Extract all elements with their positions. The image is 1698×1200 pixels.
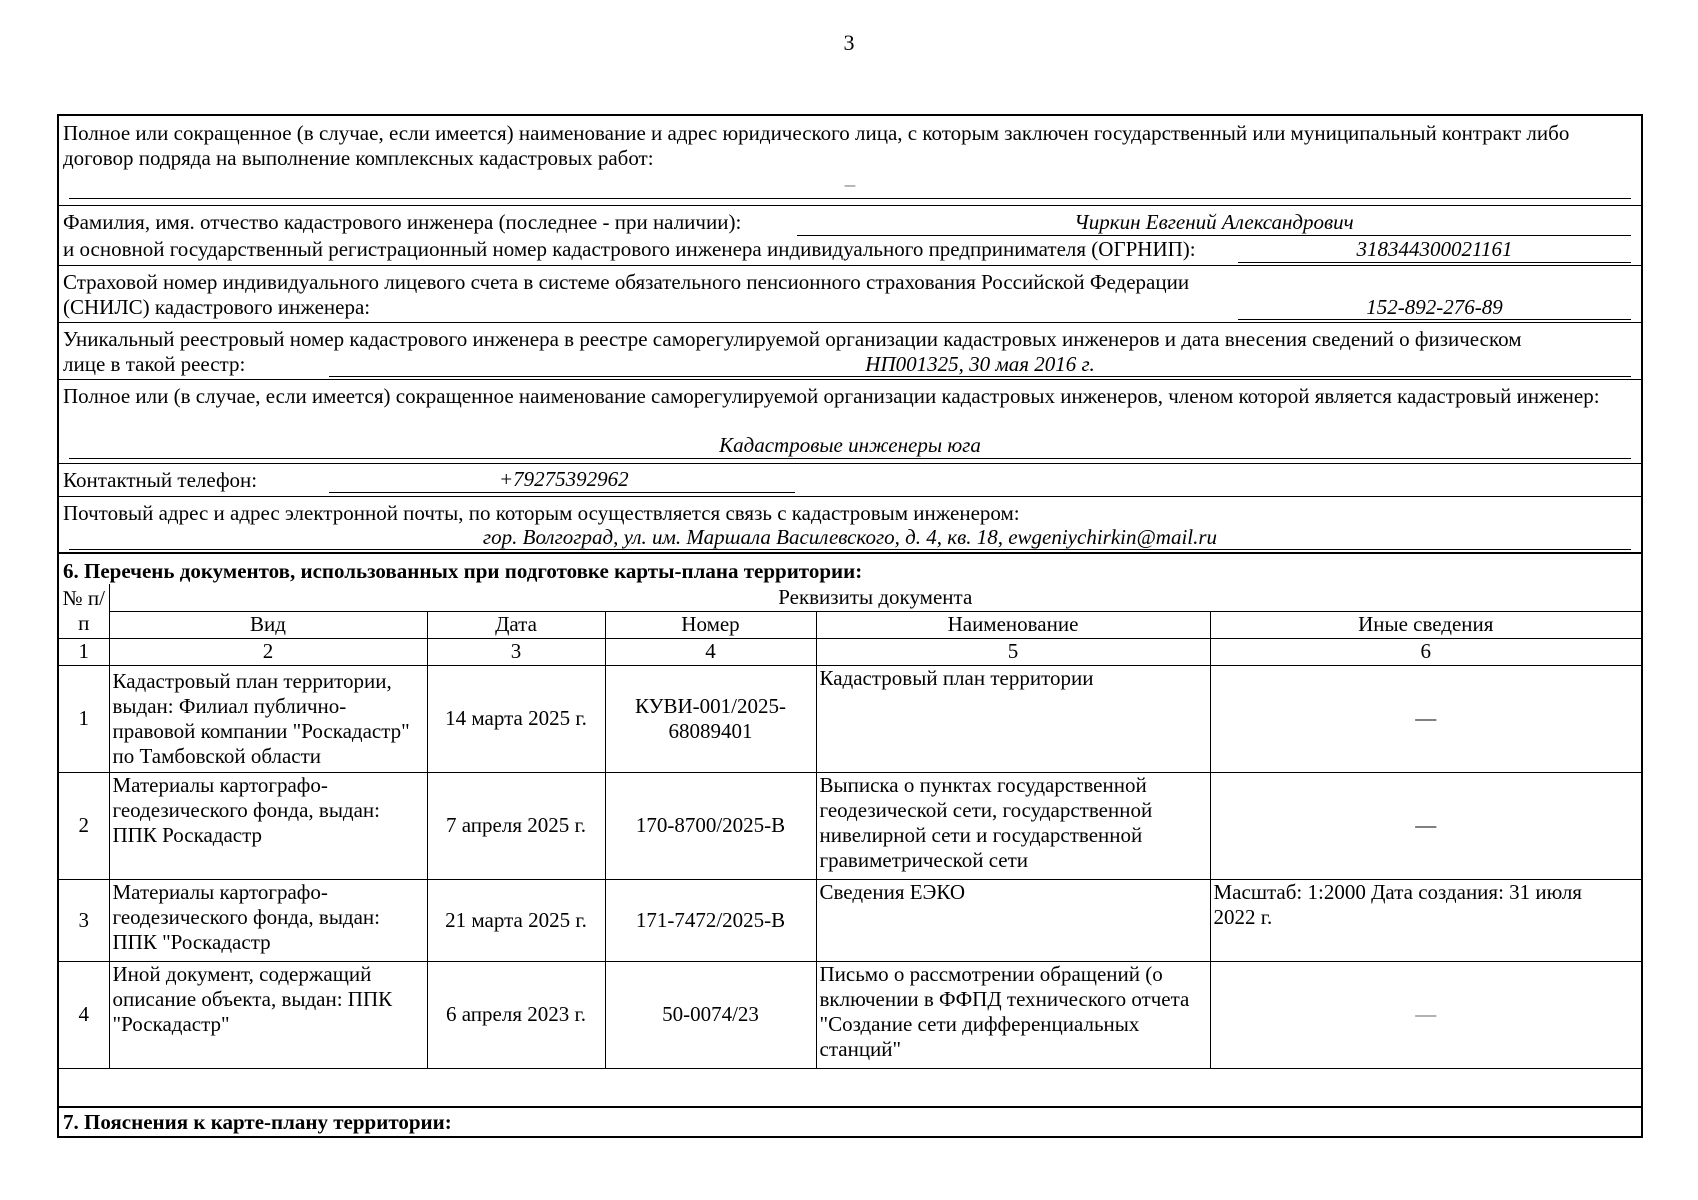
snils-value: 152-892-276-89: [1238, 295, 1631, 320]
table-row: [59, 772, 1641, 879]
page-number: 3: [843, 30, 855, 55]
contractor-section: [59, 116, 1641, 206]
row-name: Кадастровый план территории: [816, 665, 1210, 772]
row-other: —: [1210, 665, 1641, 772]
table-row: [59, 665, 1641, 772]
row-num: 1: [59, 665, 109, 772]
header-number: Номер: [605, 611, 816, 638]
table-row: [59, 879, 1641, 961]
header-name: Наименование: [816, 611, 1210, 638]
header-date: Дата: [427, 611, 605, 638]
row-other: Масштаб: 1:2000 Дата создания: 31 июля 2022 г.: [1210, 879, 1641, 961]
column-number: 2: [109, 638, 427, 665]
header-other: Иные сведения: [1210, 611, 1641, 638]
sro-value: Кадастровые инженеры юга: [69, 433, 1631, 459]
snils-section: [59, 266, 1641, 323]
table-row: [59, 961, 1641, 1068]
column-number-row: [59, 638, 1641, 665]
row-number: КУВИ-001/2025-68089401: [605, 665, 816, 772]
row-name: Выписка о пунктах государственной геодезической сети, государственной нивелирной сети и государственной гравиметрической сети: [816, 772, 1210, 879]
address-label: Почтовый адрес и адрес электронной почты, по которым осуществляется связь с кадастровым инженером:: [63, 501, 1020, 525]
row-num: 3: [59, 879, 109, 961]
registry-label-line1: Уникальный реестровый номер кадастрового инженера в реестре саморегулируемой организации кадастровых инженеров и дата внесения сведений о физическом: [63, 327, 1522, 351]
row-type: Иной документ, содержащий описание объекта, выдан: ППК "Роскадастр": [109, 961, 427, 1068]
row-name: Сведения ЕЭКО: [816, 879, 1210, 961]
table-header-row: [59, 584, 1641, 611]
row-number: 171-7472/2025-В: [605, 879, 816, 961]
section7-title: 7. Пояснения к карте-плану территории:: [63, 1110, 452, 1134]
row-other: —: [1210, 772, 1641, 879]
engineer-ogrnip-label: и основной государственный регистрационный номер кадастрового инженера индивидуального предпринимателя (ОГРНИП):: [63, 237, 1196, 261]
section6-title: 6. Перечень документов, использованных при подготовке карты-плана территории:: [63, 559, 863, 583]
column-number: 3: [427, 638, 605, 665]
table-subheader-row: [59, 611, 1641, 638]
address-value: гор. Волгоград, ул. им. Маршала Василевского, д. 4, кв. 18, ewgeniychirkin@mail.ru: [69, 525, 1631, 550]
row-type: Кадастровый план территории, выдан: Филиал публично-правовой компании "Роскадастр" по Тамбовской области: [109, 665, 427, 772]
header-requisites: Реквизиты документа: [109, 584, 1641, 611]
row-num: 4: [59, 961, 109, 1068]
row-num: 2: [59, 772, 109, 879]
registry-label-line2: лице в такой реестр:: [63, 352, 246, 376]
contractor-label: Полное или сокращенное (в случае, если имеется) наименование и адрес юридического лица, с которым заключен государственный или муниципальный контракт либо договор подряда на выполнение комплексных кадастровых работ:: [63, 121, 1570, 170]
row-date: 7 апреля 2025 г.: [427, 772, 605, 879]
row-type: Материалы картографо-геодезического фонда, выдан: ППК "Роскадастр: [109, 879, 427, 961]
engineer-name-value: Чиркин Евгений Александрович: [797, 210, 1631, 236]
registry-value: НП001325, 30 мая 2016 г.: [329, 352, 1631, 377]
column-number: 5: [816, 638, 1210, 665]
phone-label: Контактный телефон:: [63, 468, 258, 492]
row-number: 170-8700/2025-В: [605, 772, 816, 879]
documents-table: [59, 584, 1641, 1069]
phone-section: [59, 464, 1641, 497]
header-type: Вид: [109, 611, 427, 638]
row-type: Материалы картографо-геодезического фонда, выдан: ППК Роскадастр: [109, 772, 427, 879]
row-number: 50-0074/23: [605, 961, 816, 1068]
engineer-ogrnip-value: 318344300021161: [1238, 237, 1631, 263]
row-date: 6 апреля 2023 г.: [427, 961, 605, 1068]
engineer-name-label: Фамилия, имя. отчество кадастрового инженера (последнее - при наличии):: [63, 210, 742, 234]
phone-value: +79275392962: [329, 467, 795, 493]
sro-section: [59, 380, 1641, 464]
row-date: 14 марта 2025 г.: [427, 665, 605, 772]
registry-section: [59, 323, 1641, 380]
row-other: —: [1210, 961, 1641, 1068]
row-name: Письмо о рассмотрении обращений (о включении в ФФПД технического отчета "Создание сети дифференциальных станций": [816, 961, 1210, 1068]
section7: [59, 1106, 1641, 1136]
column-number: 4: [605, 638, 816, 665]
column-number: 6: [1210, 638, 1641, 665]
header-num: № п/п: [59, 584, 109, 638]
form-frame: [57, 114, 1643, 1138]
address-section: [59, 497, 1641, 554]
contractor-value: –: [69, 172, 1631, 199]
sro-label: Полное или (в случае, если имеется) сокращенное наименование саморегулируемой организации кадастровых инженеров, членом которой является кадастровый инженер:: [63, 384, 1600, 408]
snils-label: Страховой номер индивидуального лицевого счета в системе обязательного пенсионного страхования Российской Федерации (СНИЛС) кадастрового инженера:: [63, 270, 1190, 319]
row-date: 21 марта 2025 г.: [427, 879, 605, 961]
column-number: 1: [59, 638, 109, 665]
engineer-section: [59, 206, 1641, 266]
